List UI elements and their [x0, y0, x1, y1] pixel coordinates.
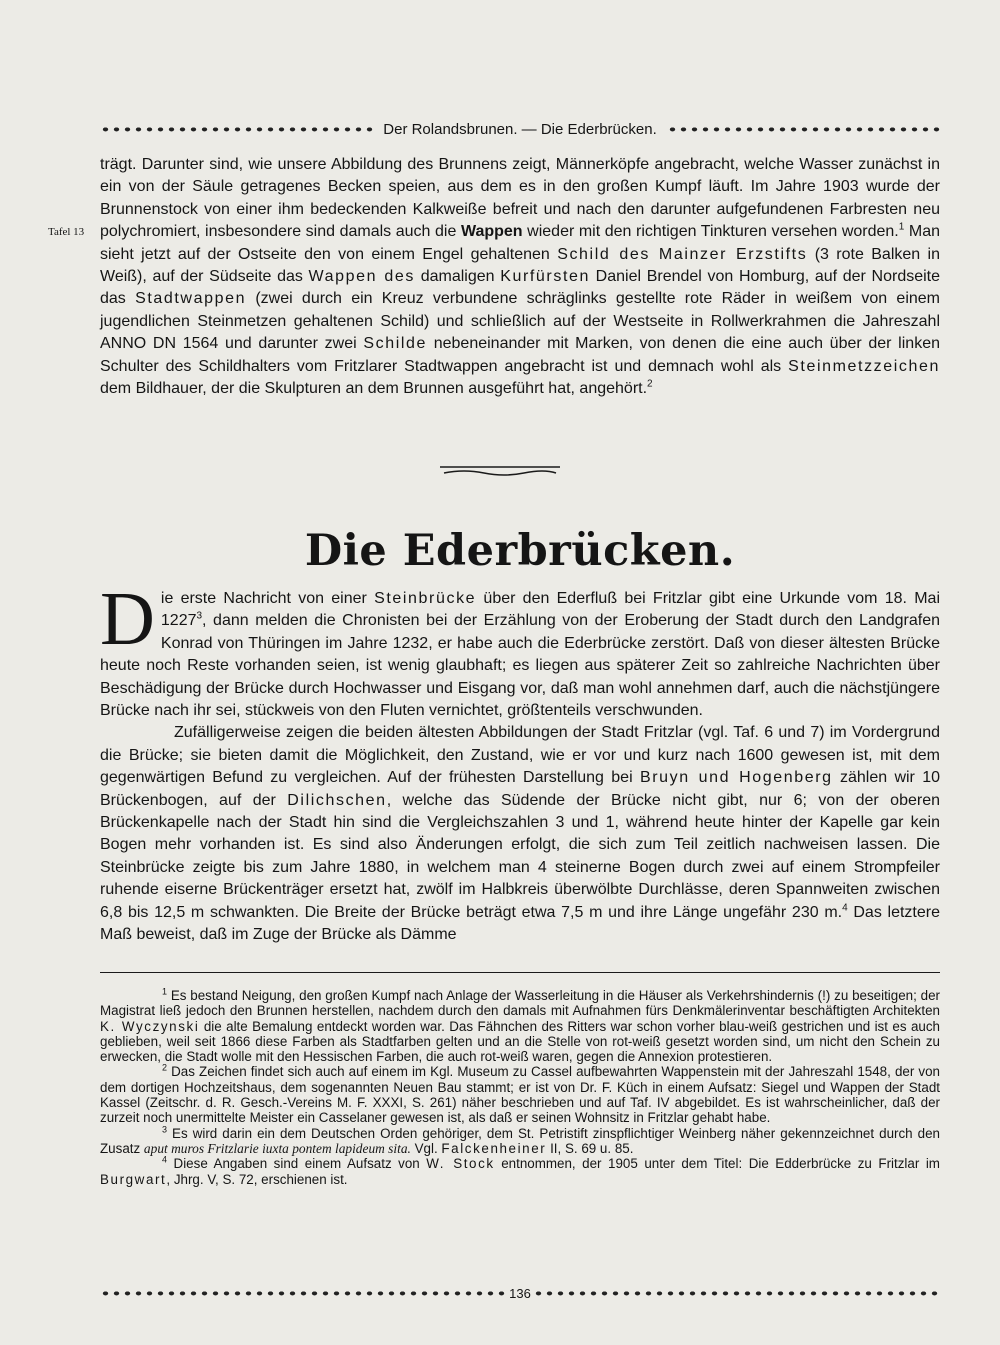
footnote-ref-3: 3 — [196, 611, 203, 623]
ederbruecken-section — [100, 577, 940, 947]
footnote-3: $^3$ Es wird darin ein dem Deutschen Orden gehöriger, dem St. Petristift zinspflichtiger Weinberg näher gekennzeichnet durch den Zusatz aput muros Fritzlarie iuxta pontem lapideum sita. Vgl. Falckenheiner II, S. 69 u. 85. — [100, 1124, 940, 1156]
footnote-ref-1: 1 — [898, 221, 905, 233]
latin-quotation: aput muros Fritzlarie iuxta pontem lapideum sita. — [143, 1140, 411, 1156]
section-divider-ornament — [438, 462, 562, 478]
footnote-4: $^4$ Diese Angaben sind einem Aufsatz von W. Stock entnommen, der 1905 unter dem Titel: Die Edderbrücke zu Fritzlar im Burgwart, Jhrg. V, S. 72, erschienen ist. — [100, 1154, 940, 1187]
running-head-title: Der Rolandsbrunen. — Die Ederbrücken. — [383, 120, 657, 138]
page-number: 136 — [509, 1285, 531, 1301]
right-ornament-band — [667, 125, 940, 133]
footnote-1: $^1$ Es bestand Neigung, den großen Kumpf nach Anlage der Wasserleitung in die Häuser als Verkehrshindernis (!) zu beseitigen; der Magistrat ließ jedoch den Brunnen herstellen, nachdem durch den damals mit Aufnahmen fürs Denkmälerinventar beschäftigten Architekten K. Wyczynski die alte Bemalung entdeckt worden war. Das Fähnchen des Ritters war schon vorher blau-weiß gestrichen und ist es auch geblieben, weil seit 1866 diese Farben als Stadtfarben gelten und an die Stelle von rot-weiß gesetzt worden sind, um nicht den Schein zu erwecken, die Stadt wolle mit den Hessischen Farben, die auch rot-weiß waren, gegen die Annexion protestieren. — [100, 986, 941, 1065]
footnote-separator-rule — [100, 972, 940, 973]
drop-cap-letter: D — [100, 577, 155, 661]
page-footer — [100, 1283, 940, 1303]
footnotes — [100, 988, 940, 1187]
bold-term-wappen: Wappen — [460, 223, 523, 241]
paragraph-first-bridge: Die erste Nachricht von einer Steinbrücke über den Ederfluß bei Fritzlar gibt eine Urkunde vom 18. Mai 1227$^3$, dann melden die Chronisten bei der Erzählung von der Eroberung der Stadt durch den Landgrafen Konrad von Thüringen im Jahre 1232, er habe auch die Ederbrücke zerstört. Daß von dieser ältesten Brücke heute noch Reste vorhanden seien, ist wenig glaubhaft; es liegen aus späterer Zeit so zahlreiche Nachrichten über Beschädigung der Brücke durch Hochwasser und Eisgang vor, daß man wohl annehmen darf, auch die nächstjüngere Brücke nach ihr sei, stückweis von den Fluten vernichtet, größtenteils verschwunden. — [100, 577, 940, 720]
footer-right-ornament-band — [533, 1289, 940, 1297]
footnote-ref-4: 4 — [842, 902, 848, 914]
footnote-2: $^2$ Das Zeichen findet sich auch auf einem im Kgl. Museum zu Cassel aufbewahrten Wappenstein mit der Jahreszahl 1548, der von dem dortigen Hochzeitshaus, dem sogenannten Neuen Bau stammt; er ist von Dr. F. Küch in einem Aufsatz: Siegel und Wappen der Stadt Kassel (Zeitschr. d. R. Gesch.-Vereins M. F. XXXI, S. 261) näher beschrieben und auf Taf. IV abgebildet. Es ist wahrscheinlicher, daß der zurzeit noch unermittelte Meister ein Casselaner gewesen ist, als daß er seinen Wohnsitz in Fritzlar gehabt habe. — [100, 1063, 940, 1126]
margin-note-plate-reference: Tafel 13 — [48, 226, 85, 238]
left-ornament-band — [100, 125, 373, 133]
footnote-ref-2: 2 — [647, 378, 653, 390]
footer-left-ornament-band — [100, 1289, 507, 1297]
rolandsbrunnen-paragraph — [100, 154, 940, 400]
section-heading: Die Ederbrücken. — [304, 526, 736, 576]
running-head — [100, 118, 940, 140]
paragraph-fountain-description: trägt. Darunter sind, wie unsere Abbildung des Brunnens zeigt, Männerköpfe angebracht, welche Wasser zunächst in ein von der Säule getragenes Becken speien, aus dem es in den großen Kumpf läuft. Im Jahre 1903 wurde der Brunnenstock von einer ihm bedeckenden Kalkweiße befreit und nach den darunter aufgefundenen Farbresten neu polychromiert, insbesondere sind damals auch die Wappen wieder mit den richtigen Tinkturen versehen worden.$^1$ Man sieht jetzt auf der Ostseite den von einem Engel gehaltenen Schild des Mainzer Erzstifts (3 rote Balken in Weiß), auf der Südseite das Wappen des damaligen Kurfürsten Daniel Brendel von Homburg, auf der Nordseite das Stadtwappen (zwei durch ein Kreuz verbundene schräglinks gestellte rote Räder in weißem von einem jugendlichen Steinmetzen gehaltenen Schild) und schließlich auf der Westseite in Rollwerkrahmen die Jahreszahl ANNO DN 1564 und darunter zwei Schilde nebeneinander mit Marken, von denen die eine auch über der linken Schulter des Schildhalters vom Fritzlarer Stadtwappen angebracht ist und demnach wohl als Steinmetzzeichen dem Bildhauer, der die Skulpturen an dem Brunnen ausgeführt hat, angehört.$^2$ — [100, 156, 941, 398]
paragraph-old-depictions: Zufälligerweise zeigen die beiden ältesten Abbildungen der Stadt Fritzlar (vgl. Taf. 6 und 7) im Vordergrund die Brücke; sie bieten damit die Möglichkeit, den Zustand, wie er vor und kurz nach 1600 gewesen ist, mit dem gegenwärtigen Befund zu vergleichen. Auf der frühesten Darstellung bei Bruyn und Hogenberg zählen wir 10 Brückenbogen, auf der Dilichschen, welche das Südende der Brücke nicht gibt, nur 6; von der oberen Brückenkapelle nach der Stadt hin sind die Vergleichszahlen 3 und 1, während heute hinter der Kapelle gar kein Bogen mehr vorhanden ist. Es sind also Änderungen erfolgt, die sich zum Teil zeitlich nachweisen lassen. Die Steinbrücke zeigte bis zum Jahre 1880, in welchem man 4 steinerne Bogen durch zwei auf einem Strompfeiler ruhende eiserne Brückenträger ersetzt hat, zwölf im Halbkreis überwölbte Durchlässe, deren Spannweiten zwischen 6,8 bis 12,5 m schwankten. Die Breite der Brücke beträgt etwa 7,5 m und ihre Länge ungefähr 230 m.$^4$ Das letztere Maß beweist, daß im Zuge der Brücke als Dämme — [100, 724, 940, 944]
